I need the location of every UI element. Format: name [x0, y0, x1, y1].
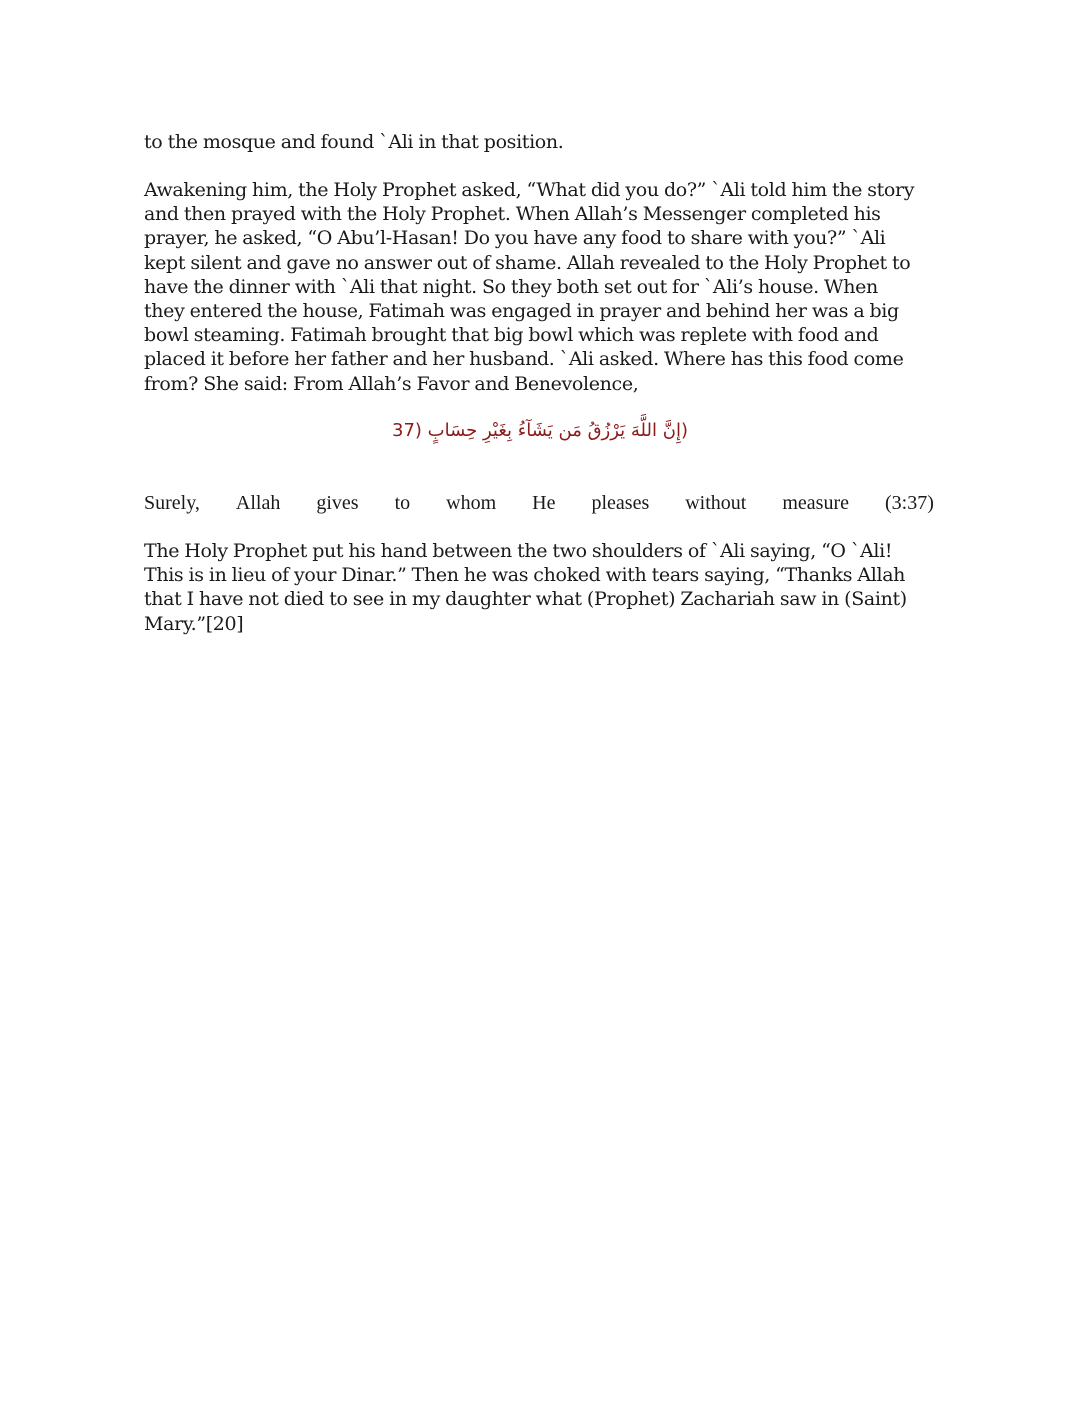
paragraph-line: Mary.”[20]	[144, 612, 244, 635]
paragraph-conclusion	[144, 539, 934, 636]
paragraph-story	[144, 178, 934, 396]
verse-word: whom	[446, 492, 497, 514]
paragraph-line: and then prayed with the Holy Prophet. When Allah’s Messenger completed his	[144, 203, 881, 226]
paragraph-text: to the mosque and found `Ali in that position.	[144, 131, 564, 153]
verse-word: Allah	[235, 492, 281, 514]
verse-word: pleases	[591, 492, 650, 514]
paragraph-line: they entered the house, Fatimah was engaged in prayer and behind her was a big	[144, 300, 899, 323]
paragraph-line: bowl steaming. Fatimah brought that big bowl which was replete with food and	[144, 324, 879, 347]
paragraph-line: kept silent and gave no answer out of shame. Allah revealed to the Holy Prophet to	[144, 251, 911, 274]
quran-verse-arabic: (إِنَّ اللَّهَ يَرْزُقُ مَن يَشَآءُ بِغَيْرِ حِسَابٍ (37	[392, 420, 688, 441]
verse-word: to	[394, 492, 411, 514]
verse-word: He	[532, 492, 556, 514]
paragraph-line: from? She said: From Allah’s Favor and Benevolence,	[144, 372, 639, 395]
paragraph-continuation	[144, 130, 934, 154]
paragraph-line: The Holy Prophet put his hand between the two shoulders of `Ali saying, “O `Ali!	[144, 540, 893, 562]
verse-word: Surely,	[144, 492, 200, 514]
verse-word: without	[685, 492, 747, 514]
verse-reference: (3:37)	[885, 492, 934, 514]
paragraph-line: that I have not died to see in my daughter what (Prophet) Zachariah saw in (Saint)	[144, 588, 907, 611]
verse-word: gives	[316, 492, 359, 514]
quran-verse-translation	[144, 491, 934, 515]
paragraph-line: Awakening him, the Holy Prophet asked, “What did you do?” `Ali told him the story	[144, 179, 915, 201]
verse-word: measure	[782, 492, 849, 514]
paragraph-line: have the dinner with `Ali that night. So they both set out for `Ali’s house. When	[144, 275, 878, 298]
paragraph-line: prayer, he asked, “O Abu’l-Hasan! Do you have any food to share with you?” `Ali	[144, 227, 886, 250]
paragraph-line: This is in lieu of your Dinar.” Then he was choked with tears saying, “Thanks Allah	[144, 564, 906, 587]
paragraph-line: placed it before her father and her husband. `Ali asked. Where has this food come	[144, 348, 904, 371]
